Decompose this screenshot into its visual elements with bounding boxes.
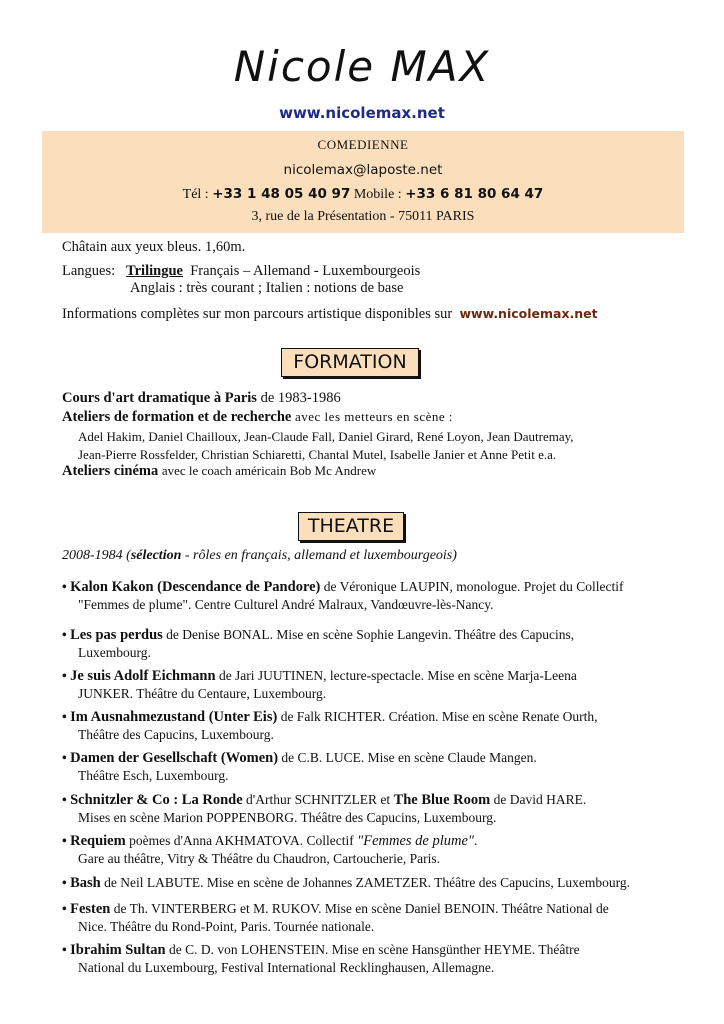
entry-title: Festen <box>70 901 111 917</box>
entry-text-cont: Théâtre des Capucins, Luxembourg. <box>78 727 274 742</box>
entry-text: de Neil LABUTE. Mise en scène de Johannes ZAMETZER. Théâtre des Capucins, Luxembourg. <box>100 875 630 890</box>
mobile-label: Mobile : <box>353 187 402 202</box>
workshops-text: avec les metteurs en scène : <box>295 409 454 424</box>
entry-text-cont: "Femmes de plume". Centre Culturel André Malraux, Vandœuvre-lès-Nancy. <box>78 597 494 612</box>
entry-text: de Denise BONAL. Mise en scène Sophie Langevin. Théâtre des Capucins, <box>162 627 575 642</box>
course-title: Cours d'art dramatique à Paris <box>62 390 257 406</box>
entry-text: de Jari JUUTINEN, lecture-spectacle. Mise en scène Marja-Leena <box>215 668 577 683</box>
list-item: • Bash de Neil LABUTE. Mise en scène de Johannes ZAMETZER. Théâtre des Capucins, Luxembourg. <box>62 875 630 891</box>
list-item: • Damen der Gesellschaft (Women) de C.B. LUCE. Mise en scène Claude Mangen. Théâtre Esch, Luxembourg. <box>62 749 702 784</box>
list-item: • Schnitzler & Co : La Ronde d'Arthur SCHNITZLER et The Blue Room de David HARE. Mises en scène Marion POPPENBORG. Théâtre des Capucins, Luxembourg. <box>62 791 702 826</box>
entry-title: Im Ausnahmezustand (Unter Eis) <box>70 709 278 725</box>
mobile-number: +33 6 81 80 64 47 <box>405 186 544 202</box>
entry-text-cont: Mises en scène Marion POPPENBORG. Théâtre des Capucins, Luxembourg. <box>78 810 497 825</box>
languages-other: Anglais : très courant ; Italien : notions de base <box>130 280 404 296</box>
entry-title-2: The Blue Room <box>393 792 491 808</box>
course-line <box>62 390 341 407</box>
entry-text-b: de David HARE. <box>490 792 587 807</box>
period-years: 2008-1984 ( <box>62 548 131 563</box>
languages-level: Trilingue <box>126 263 183 279</box>
entry-text: de C. D. von LOHENSTEIN. Mise en scène Hansgünther HEYME. Théâtre <box>165 942 580 957</box>
entry-title: Bash <box>70 875 101 891</box>
formation-heading: FORMATION <box>281 348 419 377</box>
cinema-text: avec le coach américain Bob Mc Andrew <box>161 463 377 478</box>
entry-text-cont: Nice. Théâtre du Rond-Point, Paris. Tournée nationale. <box>78 919 375 934</box>
list-item: • Je suis Adolf Eichmann de Jari JUUTINEN, lecture-spectacle. Mise en scène Marja-Leena JUNKER. Théâtre du Centaure, Luxembourg. <box>62 667 702 702</box>
languages-main: Français – Allemand - Luxembourgeois <box>190 263 421 279</box>
entry-text: de C.B. LUCE. Mise en scène Claude Mangen. <box>278 750 537 765</box>
entry-text-cont: JUNKER. Théâtre du Centaure, Luxembourg. <box>78 686 327 701</box>
tel-number: +33 1 48 05 40 97 <box>212 186 351 202</box>
website-link[interactable]: www.nicolemax.net <box>279 104 445 122</box>
workshops-line <box>62 409 453 426</box>
entry-italic: "Femmes de plume" <box>357 833 474 849</box>
entry-title: Les pas perdus <box>70 627 163 643</box>
list-item: • Ibrahim Sultan de C. D. von LOHENSTEIN. Mise en scène Hansgünther HEYME. Théâtre National du Luxembourg, Festival International Recklinghausen, Allemagne. <box>62 941 702 976</box>
entry-title: Kalon Kakon (Descendance de Pandore) <box>70 579 321 595</box>
workshops-names-1: Adel Hakim, Daniel Chailloux, Jean-Claude Fall, Daniel Girard, René Loyon, Jean Dautremay, <box>78 429 574 444</box>
page-title: Nicole MAX <box>233 42 491 91</box>
languages-label: Langues: <box>62 263 116 279</box>
info-text: Informations complètes sur mon parcours artistique disponibles sur <box>62 306 453 322</box>
phone-line <box>42 186 684 203</box>
period-rest: - rôles en français, allemand et luxembourgeois) <box>181 548 457 563</box>
entry-text-cont: Théâtre Esch, Luxembourg. <box>78 768 229 783</box>
entry-text: d'Arthur SCHNITZLER et <box>242 792 394 807</box>
workshops-names-2: Jean-Pierre Rossfelder, Christian Schiaretti, Chantal Mutel, Isabelle Janier et Anne Petit e.a. <box>78 447 557 462</box>
role-label: COMEDIENNE <box>317 137 409 152</box>
email-link[interactable]: nicolemax@laposte.net <box>283 162 443 178</box>
info-line <box>62 306 598 323</box>
entry-text-b: . <box>474 833 478 848</box>
entry-text: de Véronique LAUPIN, monologue. Projet du Collectif <box>320 579 624 594</box>
entry-title: Schnitzler & Co : La Ronde <box>70 792 243 808</box>
description: Châtain aux yeux bleus. 1,60m. <box>62 239 246 255</box>
entry-title: Je suis Adolf Eichmann <box>70 668 216 684</box>
entry-text: de Th. VINTERBERG et M. RUKOV. Mise en scène Daniel BENOIN. Théâtre National de <box>110 901 609 916</box>
entry-text-cont: Luxembourg. <box>78 645 151 660</box>
entry-title: Damen der Gesellschaft (Women) <box>70 750 279 766</box>
course-dates: de 1983-1986 <box>260 390 341 406</box>
entry-text: poèmes d'Anna AKHMATOVA. Collectif <box>125 833 358 848</box>
info-link[interactable]: www.nicolemax.net <box>459 306 598 321</box>
cinema-title: Ateliers cinéma <box>62 463 159 479</box>
list-item: • Requiem poèmes d'Anna AKHMATOVA. Collectif "Femmes de plume". Gare au théâtre, Vitry & Théâtre du Chaudron, Cartoucherie, Paris. <box>62 832 702 867</box>
workshops-title: Ateliers de formation et de recherche <box>62 409 292 425</box>
languages-line <box>62 263 420 280</box>
period-selection: sélection <box>130 548 182 563</box>
address: 3, rue de la Présentation - 75011 PARIS <box>251 209 475 224</box>
entry-title: Requiem <box>70 833 126 849</box>
list-item: • Im Ausnahmezustand (Unter Eis) de Falk RICHTER. Création. Mise en scène Renate Ourth, Théâtre des Capucins, Luxembourg. <box>62 708 702 743</box>
entry-title: Ibrahim Sultan <box>70 942 166 958</box>
list-item: • Festen de Th. VINTERBERG et M. RUKOV. Mise en scène Daniel BENOIN. Théâtre National de Nice. Théâtre du Rond-Point, Paris. Tournée nationale. <box>62 900 702 935</box>
tel-label: Tél : <box>182 187 209 202</box>
cinema-line <box>62 463 376 480</box>
entry-text: de Falk RICHTER. Création. Mise en scène Renate Ourth, <box>277 709 598 724</box>
theatre-period <box>62 548 457 564</box>
theatre-heading: THEATRE <box>298 512 404 541</box>
list-item: • Les pas perdus de Denise BONAL. Mise en scène Sophie Langevin. Théâtre des Capucins, Luxembourg. <box>62 626 702 661</box>
list-item: • Kalon Kakon (Descendance de Pandore) de Véronique LAUPIN, monologue. Projet du Collectif "Femmes de plume". Centre Culturel André Malraux, Vandœuvre-lès-Nancy. <box>62 578 702 613</box>
entry-text-cont: National du Luxembourg, Festival International Recklinghausen, Allemagne. <box>78 960 495 975</box>
contact-box <box>42 131 684 233</box>
entry-text-cont: Gare au théâtre, Vitry & Théâtre du Chaudron, Cartoucherie, Paris. <box>78 851 440 866</box>
